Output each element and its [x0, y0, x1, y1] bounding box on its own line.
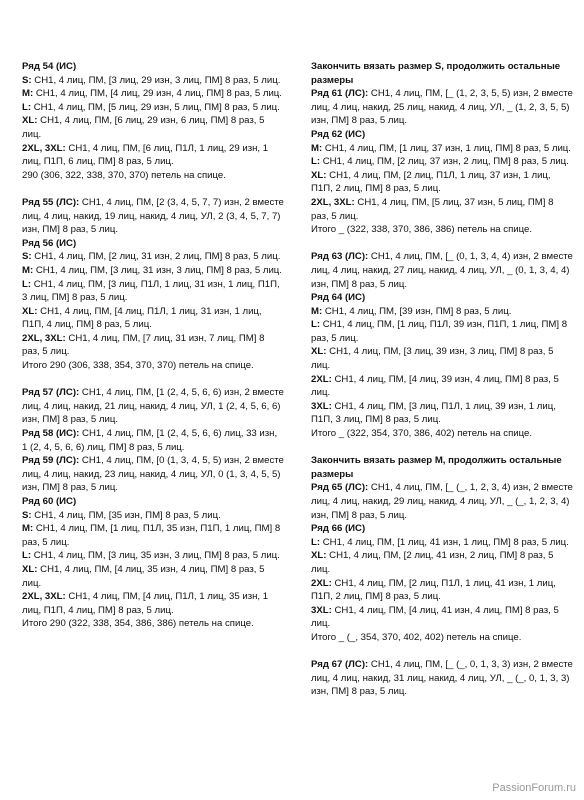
instruction-heading: 2XL, 3XL: — [22, 332, 66, 344]
instruction-line — [311, 658, 573, 699]
instruction-text: СН1, 4 лиц, ПМ, [4 лиц, 35 изн, 4 лиц, ПМ] 8 раз, 5 лиц. — [22, 563, 265, 589]
instruction-text: СН1, 4 лиц, ПМ, [2 лиц, 31 изн, 2 лиц, ПМ] 8 раз, 5 лиц. — [31, 251, 281, 263]
instruction-line — [311, 400, 573, 427]
instruction-heading: Ряд 58 (ИС): — [22, 428, 80, 440]
instruction-heading: XL: — [22, 115, 38, 127]
instruction-line — [22, 114, 284, 141]
instruction-heading: M: — [311, 305, 323, 317]
paragraph-gap — [22, 182, 284, 196]
instruction-line — [22, 427, 284, 454]
instruction-text: СН1, 4 лиц, ПМ, [5 лиц, 29 изн, 5 лиц, ПМ] 8 раз, 5 лиц. — [31, 101, 280, 113]
instruction-line — [311, 536, 573, 550]
instruction-heading: 2XL, 3XL: — [311, 196, 355, 208]
instruction-heading: 2XL: — [311, 373, 332, 385]
instruction-line — [22, 617, 284, 631]
instruction-line — [22, 250, 284, 264]
instruction-text: СН1, 4 лиц, ПМ, [_ (0, 1, 3, 4, 4) изн, 2 вместе лиц, 4 лиц, накид, 27 лиц, накид, 4 лиц, УЛ, _ (0, 1, 3, 4, 4) изн, ПМ] 8 раз, 5 лиц. — [311, 251, 573, 290]
instruction-text: СН1, 4 лиц, ПМ, [_ (1, 2, 3, 5, 5) изн, 2 вместе лиц, 4 лиц, накид, 25 лиц, накид, 4 лиц, УЛ, _ (1, 2, 3, 5, 5) изн, ПМ] 8 раз, 5 лиц. — [311, 88, 573, 127]
instruction-line — [22, 495, 284, 509]
instruction-line — [22, 522, 284, 549]
instruction-line — [22, 101, 284, 115]
instruction-line — [311, 577, 573, 604]
instruction-text: СН1, 4 лиц, ПМ, [35 изн, ПМ] 8 раз, 5 лиц. — [31, 509, 221, 521]
instruction-heading: M: — [311, 142, 323, 154]
instruction-heading: L: — [311, 319, 321, 331]
instruction-text: Итого _ (_, 354, 370, 402, 402) петель на спице. — [311, 631, 522, 643]
instruction-heading: L: — [22, 550, 32, 562]
instruction-line — [311, 291, 573, 305]
instruction-line — [22, 60, 284, 74]
instruction-heading: S: — [22, 74, 32, 86]
instruction-line — [311, 631, 573, 645]
instruction-text: СН1, 4 лиц, ПМ, [2 лиц, 37 изн, 2 лиц, ПМ] 8 раз, 5 лиц. — [320, 156, 569, 168]
instruction-text: СН1, 4 лиц, ПМ, [1 лиц, П1Л, 39 изн, П1П, 1 лиц, ПМ] 8 раз, 5 лиц. — [311, 319, 568, 344]
instruction-heading: M: — [22, 523, 34, 535]
instruction-heading: 3XL: — [311, 604, 332, 616]
instruction-heading: L: — [22, 101, 32, 113]
instruction-heading: 2XL: — [311, 577, 332, 589]
instruction-text: СН1, 4 лиц, ПМ, [1 (2, 4, 5, 6, 6) лиц, 33 изн, 1 (2, 4, 5, 6, 6) лиц, ПМ] 8 раз, 5 лиц. — [22, 428, 278, 453]
instruction-line — [22, 549, 284, 563]
instruction-line — [311, 345, 573, 372]
instruction-text: Итого 290 (322, 338, 354, 386, 386) петель на спице. — [22, 618, 254, 630]
instruction-heading: XL: — [22, 305, 38, 317]
paragraph-gap — [311, 441, 573, 455]
instruction-line — [22, 87, 284, 101]
instruction-heading: Закончить вязать размер M, продолжить остальные размеры — [311, 455, 562, 480]
instruction-heading: Ряд 62 (ИС) — [311, 128, 366, 140]
instruction-heading: Ряд 54 (ИС) — [22, 61, 77, 72]
instruction-heading: Ряд 65 (ЛС): — [311, 482, 369, 494]
instruction-line — [22, 196, 284, 237]
instruction-line — [22, 237, 284, 251]
left-column — [22, 60, 284, 631]
instruction-heading: Ряд 57 (ЛС): — [22, 387, 80, 399]
instruction-line — [22, 386, 284, 427]
instruction-line — [22, 454, 284, 495]
instruction-heading: M: — [22, 88, 34, 100]
paragraph-gap — [22, 373, 284, 387]
instruction-line — [311, 223, 573, 237]
instruction-heading: L: — [311, 536, 321, 548]
instruction-line — [311, 169, 573, 196]
instruction-line — [311, 196, 573, 223]
instruction-text: СН1, 4 лиц, ПМ, [2 лиц, П1Л, 1 лиц, 41 изн, 1 лиц, П1П, 2 лиц, ПМ] 8 раз, 5 лиц. — [311, 577, 556, 603]
instruction-line — [311, 454, 573, 481]
instruction-heading: Ряд 63 (ЛС): — [311, 251, 369, 263]
instruction-heading: Ряд 60 (ИС) — [22, 496, 77, 507]
instruction-text: СН1, 4 лиц, ПМ, [3 лиц, 39 изн, 3 лиц, ПМ] 8 раз, 5 лиц. — [311, 346, 554, 372]
instruction-text: СН1, 4 лиц, ПМ, [4 лиц, П1Л, 1 лиц, 31 изн, 1 лиц, П1П, 4 лиц, ПМ] 8 раз, 5 лиц. — [22, 305, 262, 331]
instruction-heading: XL: — [22, 563, 38, 575]
instruction-text: СН1, 4 лиц, ПМ, [_ (_, 0, 1, 3, 3) изн, 2 вместе лиц, 4 лиц, накид, 31 лиц, накид, 4 лиц, УЛ, _ (_, 0, 1, 3, 3) изн, ПМ] 8 раз, 5 лиц. — [311, 659, 573, 698]
instruction-line — [22, 332, 284, 359]
instruction-line — [22, 278, 284, 305]
instruction-text: СН1, 4 лиц, ПМ, [2 лиц, 41 изн, 2 лиц, ПМ] 8 раз, 5 лиц. — [311, 550, 554, 575]
instruction-heading: 2XL, 3XL: — [22, 142, 66, 154]
instruction-line — [22, 359, 284, 373]
instruction-heading: Ряд 61 (ЛС): — [311, 88, 369, 100]
instruction-heading: 3XL: — [311, 400, 332, 412]
instruction-heading: L: — [311, 156, 321, 168]
instruction-line — [22, 74, 284, 88]
right-column — [311, 60, 573, 699]
instruction-text: Итого _ (322, 354, 370, 386, 402) петель на спице. — [311, 428, 533, 440]
paragraph-gap — [311, 237, 573, 251]
instruction-heading: Ряд 67 (ЛС): — [311, 659, 369, 671]
instruction-text: СН1, 4 лиц, ПМ, [2 (3, 4, 5, 7, 7) изн, 2 вместе лиц, 4 лиц, накид, 19 лиц, накид, 4 лиц, УЛ, 2 (3, 4, 5, 7, 7) изн, ПМ] 8 раз, 5 лиц. — [22, 196, 284, 236]
instruction-text: СН1, 4 лиц, ПМ, [4 лиц, 29 изн, 4 лиц, ПМ] 8 раз, 5 лиц. — [33, 88, 282, 100]
instruction-text: СН1, 4 лиц, ПМ, [3 лиц, П1Л, 1 лиц, 31 изн, 1 лиц, П1П, 3 лиц, ПМ] 8 раз, 5 лиц. — [22, 278, 280, 304]
instruction-line — [311, 305, 573, 319]
instruction-line — [311, 427, 573, 441]
instruction-text: СН1, 4 лиц, ПМ, [3 лиц, 35 изн, 3 лиц, ПМ] 8 раз, 5 лиц. — [31, 550, 280, 562]
instruction-heading: Ряд 59 (ЛС): — [22, 455, 80, 467]
instruction-line — [22, 142, 284, 169]
instruction-heading: M: — [22, 264, 34, 276]
instruction-text: СН1, 4 лиц, ПМ, [6 лиц, П1Л, 1 лиц, 29 изн, 1 лиц, П1П, 6 лиц, ПМ] 8 раз, 5 лиц. — [22, 142, 269, 168]
instruction-heading: L: — [22, 278, 32, 290]
instruction-line — [22, 563, 284, 590]
instruction-text: СН1, 4 лиц, ПМ, [1 лиц, 41 изн, 1 лиц, ПМ] 8 раз, 5 лиц. — [320, 536, 569, 548]
instruction-text: СН1, 4 лиц, ПМ, [6 лиц, 29 изн, 6 лиц, ПМ] 8 раз, 5 лиц. — [22, 115, 265, 140]
instruction-text: Итого 290 (306, 338, 354, 370, 370) петель на спице. — [22, 360, 254, 372]
instruction-text: СН1, 4 лиц, ПМ, [4 лиц, П1Л, 1 лиц, 35 изн, 1 лиц, П1П, 4 лиц, ПМ] 8 раз, 5 лиц. — [22, 591, 269, 616]
instruction-heading: XL: — [311, 169, 327, 181]
instruction-heading: S: — [22, 251, 32, 263]
instruction-line — [311, 522, 573, 536]
instruction-heading: Закончить вязать размер S, продолжить остальные размеры — [311, 61, 561, 86]
instruction-text: СН1, 4 лиц, ПМ, [3 лиц, 31 изн, 3 лиц, ПМ] 8 раз, 5 лиц. — [33, 264, 282, 276]
instruction-text: СН1, 4 лиц, ПМ, [2 лиц, П1Л, 1 лиц, 37 изн, 1 лиц, П1П, 2 лиц, ПМ] 8 раз, 5 лиц. — [311, 169, 551, 195]
instruction-line — [311, 250, 573, 291]
instruction-line — [311, 549, 573, 576]
site-watermark: PassionForum.ru — [492, 782, 576, 794]
instruction-heading: XL: — [311, 550, 327, 562]
instruction-line — [311, 373, 573, 400]
instruction-text: СН1, 4 лиц, ПМ, [1 лиц, 37 изн, 1 лиц, ПМ] 8 раз, 5 лиц. — [322, 142, 571, 154]
instruction-line — [311, 87, 573, 128]
instruction-heading: Ряд 56 (ИС) — [22, 237, 77, 249]
instruction-line — [311, 155, 573, 169]
instruction-text: СН1, 4 лиц, ПМ, [5 лиц, 37 изн, 5 лиц, ПМ] 8 раз, 5 лиц. — [311, 196, 554, 222]
instruction-line — [22, 509, 284, 523]
instruction-text: СН1, 4 лиц, ПМ, [3 лиц, П1Л, 1 лиц, 39 изн, 1 лиц, П1П, 3 лиц, ПМ] 8 раз, 5 лиц. — [311, 400, 556, 426]
instruction-heading: 2XL, 3XL: — [22, 591, 66, 603]
instruction-line — [311, 128, 573, 142]
instruction-line — [311, 60, 573, 87]
instruction-line — [22, 305, 284, 332]
instruction-text: СН1, 4 лиц, ПМ, [1 лиц, П1Л, 35 изн, П1П, 1 лиц, ПМ] 8 раз, 5 лиц. — [22, 523, 281, 548]
instruction-heading: Ряд 64 (ИС) — [311, 292, 366, 304]
instruction-line — [311, 481, 573, 522]
instruction-heading: Ряд 55 (ЛС): — [22, 196, 80, 208]
instruction-line — [22, 169, 284, 183]
instruction-line — [311, 142, 573, 156]
instruction-text: СН1, 4 лиц, ПМ, [39 изн, ПМ] 8 раз, 5 лиц. — [322, 305, 512, 317]
instruction-line — [22, 590, 284, 617]
instruction-line — [311, 318, 573, 345]
instruction-text: СН1, 4 лиц, ПМ, [_ (_, 1, 2, 3, 4) изн, 2 вместе лиц, 4 лиц, накид, 29 лиц, накид, 4 лиц, УЛ, _ (_, 1, 2, 3, 4) изн, ПМ] 8 раз, 5 лиц. — [311, 482, 573, 521]
instruction-line — [22, 264, 284, 278]
instruction-line — [311, 604, 573, 631]
instruction-text: Итого _ (322, 338, 370, 386, 386) петель на спице. — [311, 224, 533, 236]
instruction-text: СН1, 4 лиц, ПМ, [4 лиц, 39 изн, 4 лиц, ПМ] 8 раз, 5 лиц. — [311, 373, 559, 399]
instruction-heading: S: — [22, 509, 32, 521]
instruction-text: 290 (306, 322, 338, 370, 370) петель на спице. — [22, 169, 226, 181]
instruction-text: СН1, 4 лиц, ПМ, [0 (1, 3, 4, 5, 5) изн, 2 вместе лиц, 4 лиц, накид, 23 лиц, накид, 4 лиц, УЛ, 0 (1, 3, 4, 5, 5) изн, ПМ] 8 раз, 5 лиц. — [22, 455, 284, 494]
instruction-heading: Ряд 66 (ИС) — [311, 523, 366, 535]
instruction-text: СН1, 4 лиц, ПМ, [1 (2, 4, 5, 6, 6) изн, 2 вместе лиц, 4 лиц, накид, 21 лиц, накид, 4 лиц, УЛ, 1 (2, 4, 5, 6, 6) изн, ПМ] 8 раз, 5 лиц. — [22, 387, 284, 426]
paragraph-gap — [311, 645, 573, 659]
instruction-text: СН1, 4 лиц, ПМ, [4 лиц, 41 изн, 4 лиц, ПМ] 8 раз, 5 лиц. — [311, 604, 559, 630]
instruction-text: СН1, 4 лиц, ПМ, [3 лиц, 29 изн, 3 лиц, ПМ] 8 раз, 5 лиц. — [31, 74, 281, 86]
instruction-heading: XL: — [311, 346, 327, 358]
instruction-text: СН1, 4 лиц, ПМ, [7 лиц, 31 изн, 7 лиц, ПМ] 8 раз, 5 лиц. — [22, 332, 265, 358]
